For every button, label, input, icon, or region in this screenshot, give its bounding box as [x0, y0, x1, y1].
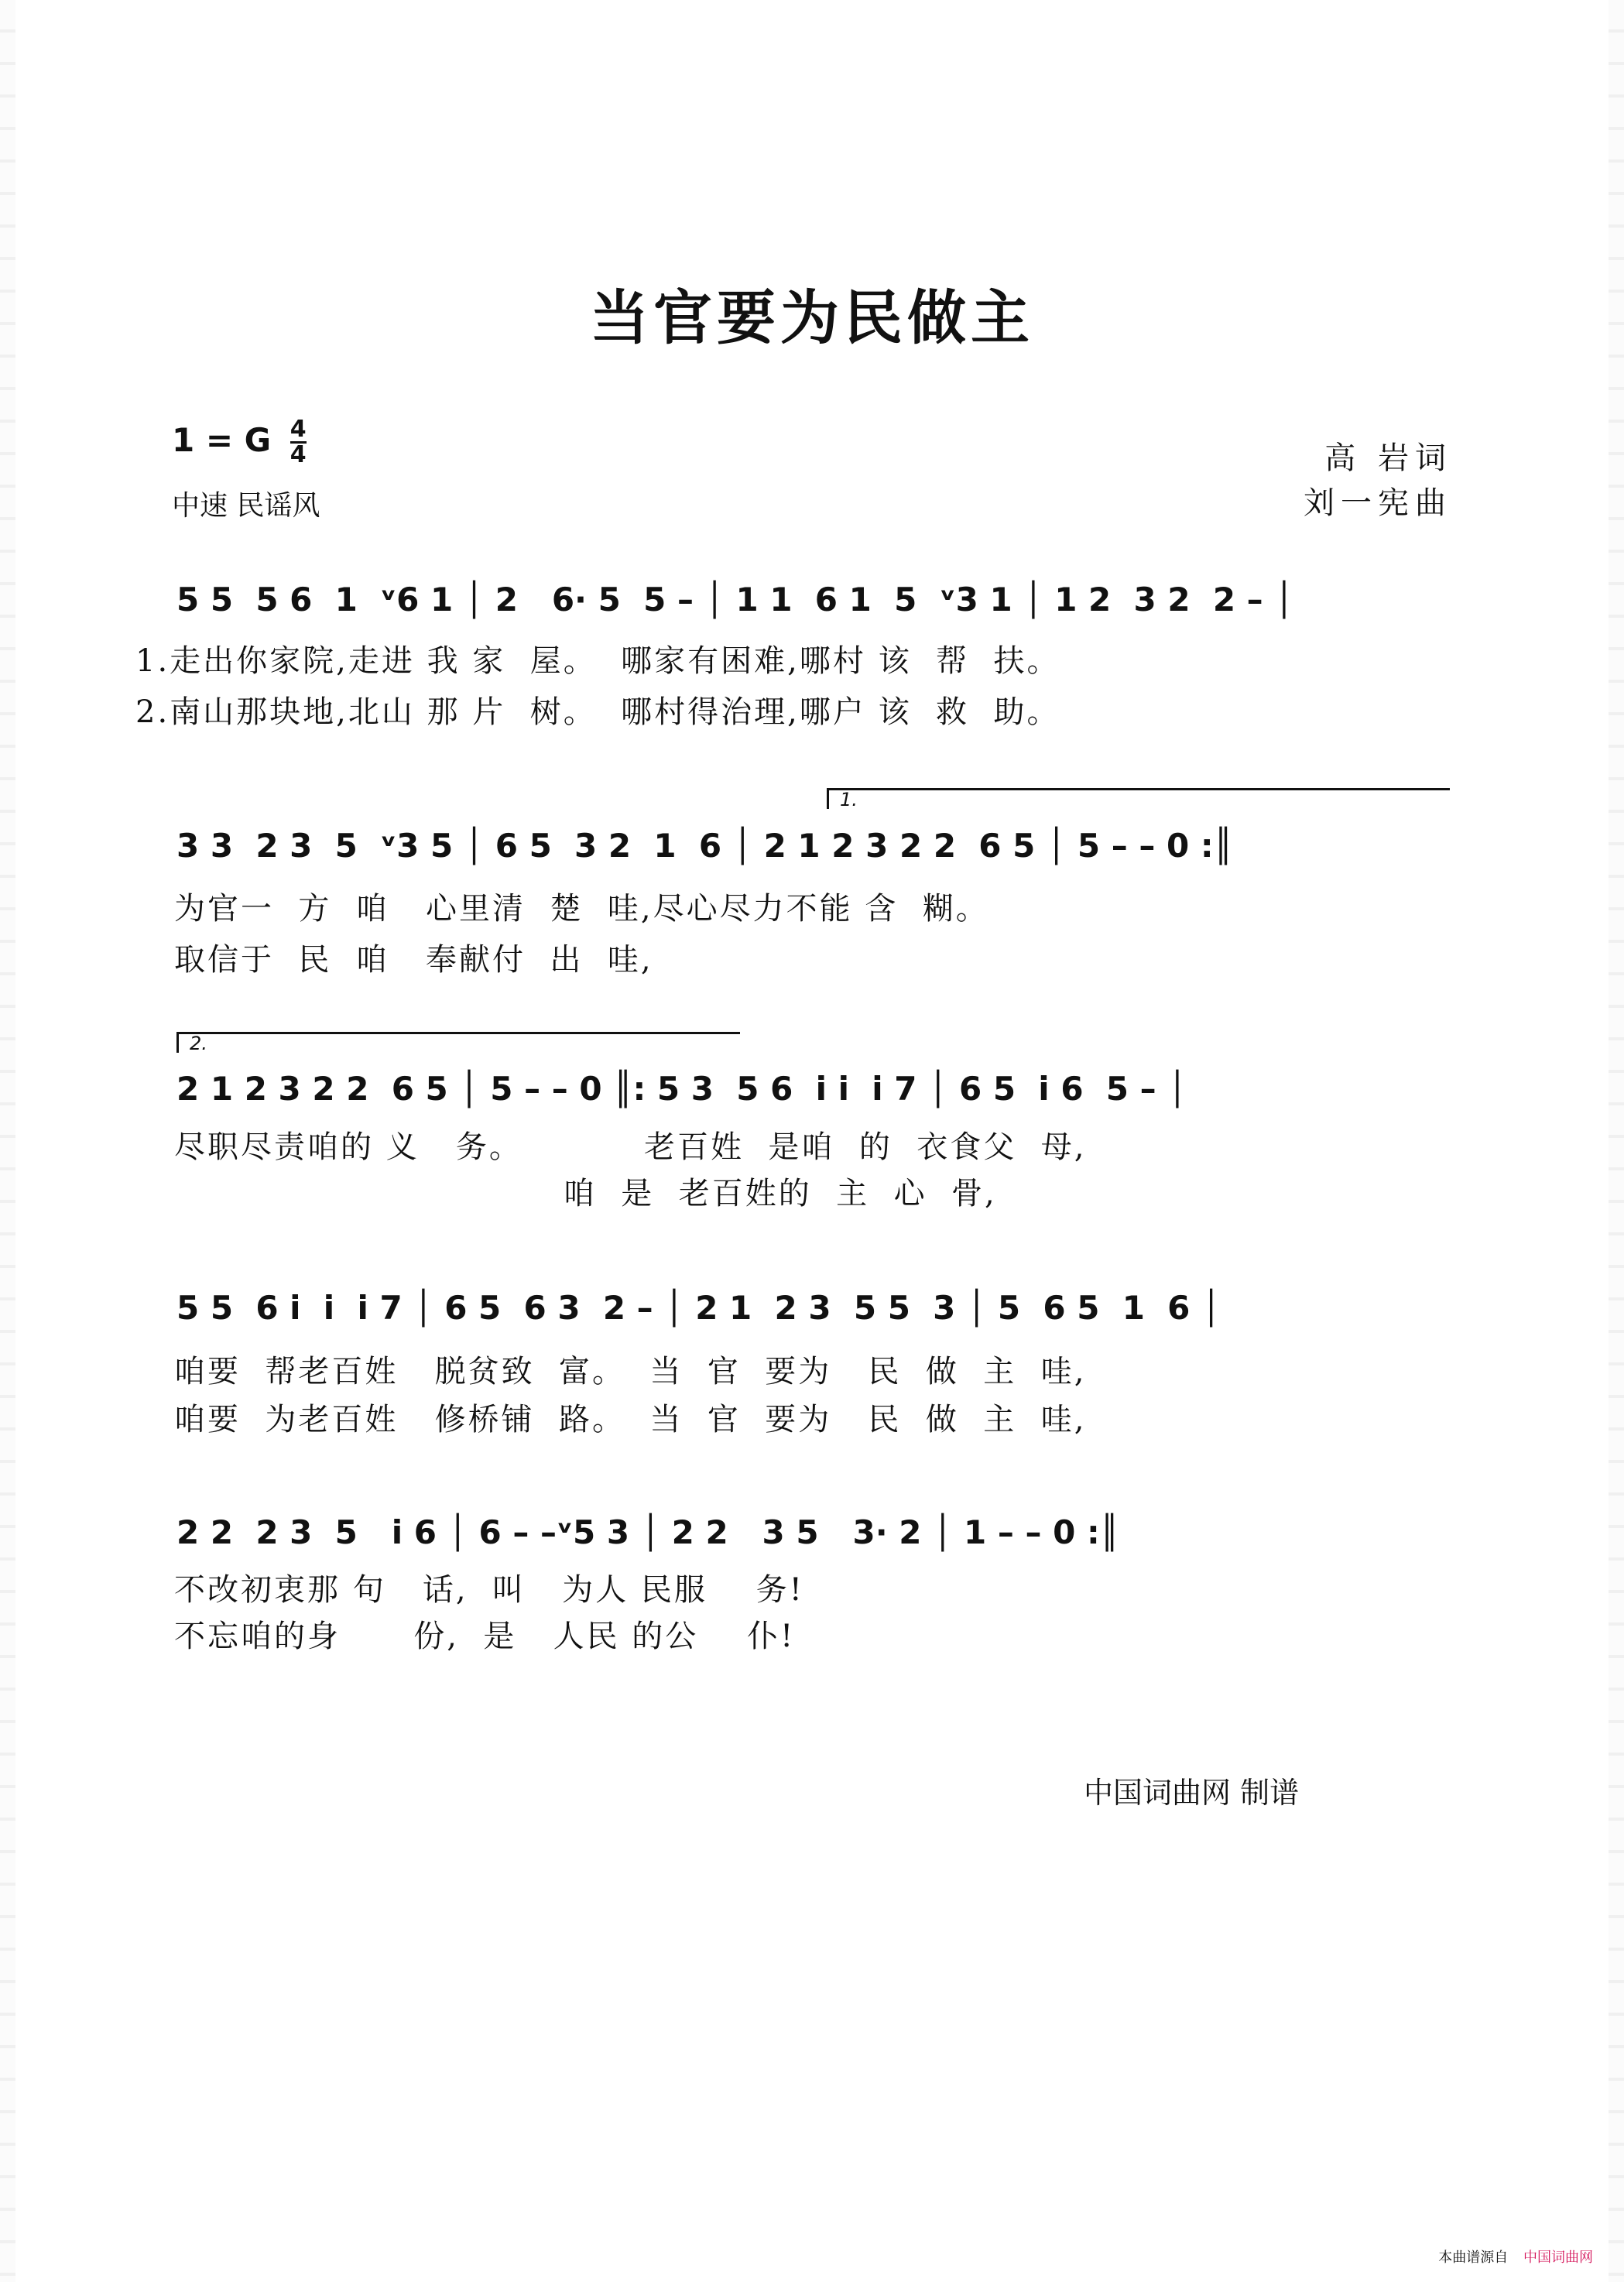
- source-site: 中国词曲网: [1523, 2249, 1593, 2266]
- publisher-credit: 中国词曲网 制谱: [1084, 1776, 1300, 1810]
- lyricist-credit: 高 岩词: [1324, 440, 1452, 476]
- first-ending-bracket: [827, 788, 1450, 809]
- time-numerator: 4: [290, 416, 307, 443]
- time-signature: [290, 418, 307, 467]
- source-label: 本曲谱源自: [1438, 2249, 1509, 2266]
- lyric-line-1-verse-1: 1.走出你家院,走进 我 家 屋。 哪家有困难,哪村 该 帮 扶。: [135, 643, 1060, 679]
- lyric-line-4-verse-2: 咱要 为老百姓 修桥铺 路。 当 官 要为 民 做 主 哇,: [174, 1402, 1087, 1437]
- notation-line-5: 2 2 2 3 5 i 6 │ 6 – –ᵛ5 3 │ 2 2 3 5 3· 2 │ 1 – – 0 :║: [176, 1513, 1120, 1551]
- source-watermark: [1438, 2246, 1593, 2267]
- lyric-line-2-verse-1: 为官一 方 咱 心里清 楚 哇,尽心尽力不能 含 糊。: [174, 891, 989, 927]
- tempo-marking: 中速 民谣风: [172, 490, 320, 522]
- first-ending-label: 1.: [840, 789, 858, 810]
- notation-line-1: 5 5 5 6 1 ᵛ6 1 │ 2 6· 5 5 – │ 1 1 6 1 5 ᵛ3 1 │ 1 2 3 2 2 – │: [176, 581, 1294, 618]
- lyric-line-4-verse-1: 咱要 帮老百姓 脱贫致 富。 当 官 要为 民 做 主 哇,: [174, 1354, 1087, 1389]
- notation-line-3: 2 1 2 3 2 2 6 5 │ 5 – – 0 ║: 5 3 5 6 i i i 7 │ 6 5 i 6 5 – │: [176, 1070, 1187, 1108]
- notation-line-2: 3 3 2 3 5 ᵛ3 5 │ 6 5 3 2 1 6 │ 2 1 2 3 2 2 6 5 │ 5 – – 0 :║: [176, 827, 1233, 865]
- lyric-line-5-verse-2: 不忘咱的身 份, 是 人民 的公 仆!: [174, 1619, 796, 1654]
- lyric-line-3-verse-2: 咱 是 老百姓的 主 心 骨,: [174, 1176, 997, 1211]
- lyric-line-3-verse-1: 尽职尽责咱的 义 务。 老百姓 是咱 的 衣食父 母,: [174, 1129, 1087, 1165]
- lyric-line-2-verse-2: 取信于 民 咱 奉献付 出 哇,: [174, 942, 653, 978]
- second-ending-bracket: [176, 1032, 740, 1053]
- key-label: 1 = G: [172, 421, 272, 459]
- composer-credit: 刘一宪曲: [1304, 485, 1452, 521]
- lyric-line-1-verse-2: 2.南山那块地,北山 那 片 树。 哪村得治理,哪户 该 救 助。: [135, 694, 1060, 730]
- time-denominator: 4: [290, 441, 307, 468]
- key-signature: [172, 418, 307, 467]
- page-title: 当官要为民做主: [590, 283, 1034, 352]
- lyric-line-5-verse-1: 不改初衷那 句 话, 叫 为人 民服 务!: [174, 1572, 804, 1608]
- second-ending-label: 2.: [190, 1033, 207, 1054]
- notation-line-4: 5 5 6 i i i 7 │ 6 5 6 3 2 – │ 2 1 2 3 5 5 3 │ 5 6 5 1 6 │: [176, 1289, 1221, 1327]
